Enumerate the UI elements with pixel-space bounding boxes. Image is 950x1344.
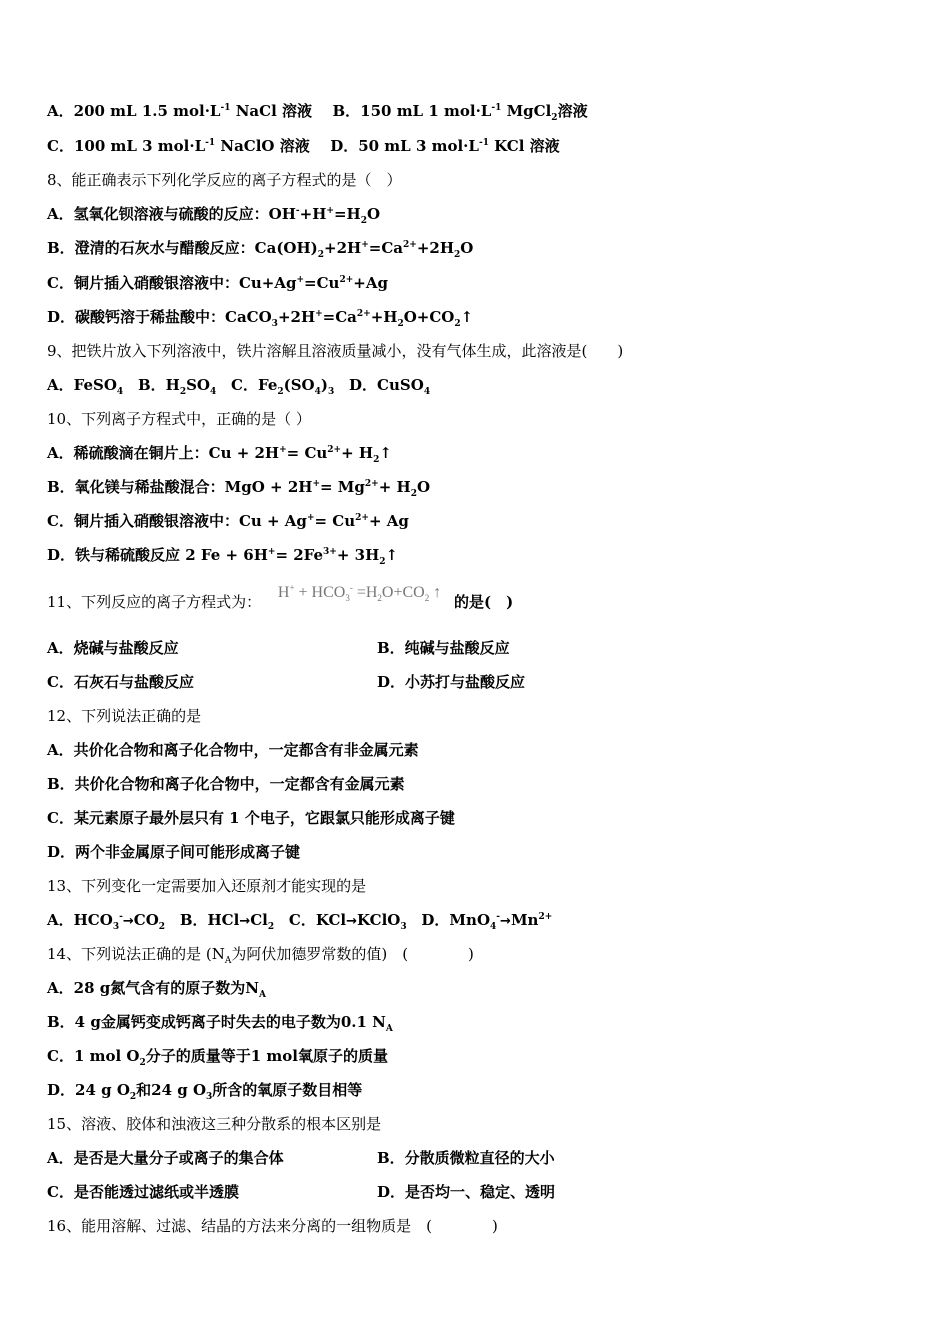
q12-option-c: C．某元素原子最外层只有 1 个电子，它跟氯只能形成离子键 (47, 809, 455, 827)
q13-option-d: D．$MnO_4^-\to Mn^{2+}$ (421, 911, 553, 932)
q13-stem: 13、下列变化一定需要加入还原剂才能实现的是 (47, 877, 367, 895)
q7-option-b: B．150 mL 1 $mol\cdot L^{-1}$ MgCl$_2$溶液 (332, 102, 588, 123)
q11-stem: 11、下列反应的离子方程式为： $H^+ + HCO_3^- =H_2O+CO_2$ ↑ 的是( ) (47, 582, 514, 611)
q13-option-c: C．KCl→KClO$_3$ (288, 911, 407, 932)
q7-option-d: D．50 mL 3 $mol\cdot L^{-1}$ KCl 溶液 (330, 137, 560, 155)
right-arrow-icon: → (346, 914, 358, 929)
q11-equation: $H^+ + HCO_3^- =H_2O+CO_2$ ↑ (277, 582, 442, 604)
q10-stem: 10、下列离子方程式中，正确的是（ ） (47, 410, 311, 428)
q10-option-d: D．铁与稀硫酸反应 2 $Fe + 6H^+= 2Fe^{3+}+$ $3H_2↑$ (47, 546, 399, 567)
q15-stem: 15、溶液、胶体和浊液这三种分散系的根本区别是 (47, 1115, 382, 1133)
q12-option-d: D．两个非金属原子间可能形成离子键 (47, 843, 301, 861)
q10-option-a: A．稀硫酸滴在铜片上：$Cu + 2H^+= Cu^{2+}+$ $H_2↑$ (47, 444, 392, 465)
q12-option-a: A．共价化合物和离子化合物中，一定都含有非金属元素 (47, 741, 419, 759)
q9-option-c: C．$Fe_2(SO_4)_3$ (231, 376, 335, 397)
q11-option-d: D．小苏打与盐酸反应 (377, 673, 526, 691)
q8-option-c: C．铜片插入硝酸银溶液中：$Cu+Ag^+=Cu^{2+}+Ag$ (47, 274, 388, 292)
q9-options (47, 375, 910, 395)
q8-option-d: D．碳酸钙溶于稀盐酸中：$CaCO_3+2H^+=Ca^{2+}+H_2O+CO_2↑$ (47, 308, 474, 329)
q8-option-a: A．氢氧化钡溶液与硫酸的反应：$OH^-+H^+=H_2O$ (47, 205, 381, 226)
q8-stem: 8、能正确表示下列化学反应的离子方程式的是（ ） (47, 171, 402, 189)
q14-stem: 14、下列说法正确的是 ($N_A$为阿伏加德罗常数的值) ( ) (47, 945, 474, 966)
q13-options (47, 910, 910, 932)
q15-option-d: D．是否均一、稳定、透明 (377, 1183, 556, 1201)
q7-option-a: A．200 mL 1.5 $mol\cdot L^{-1}$ NaCl 溶液 (47, 102, 312, 120)
right-arrow-icon: → (239, 914, 251, 929)
right-arrow-icon: → (500, 914, 511, 929)
q9-option-b: B．$H_2SO_4$ (137, 376, 217, 397)
q12-option-b: B．共价化合物和离子化合物中，一定都含有金属元素 (47, 775, 405, 793)
q14-option-c: C．1 mol $O_2$分子的质量等于1 mol氧原子的质量 (47, 1047, 388, 1068)
q11-option-b: B．纯碱与盐酸反应 (377, 639, 510, 657)
q14-option-d: D．24 g $O_2$和24 g $O_3$所含的氧原子数目相等 (47, 1081, 363, 1102)
q13-option-b: B．$HCl\to Cl_2$ (179, 911, 275, 932)
q8-option-b: B．澄清的石灰水与醋酸反应：$Ca(OH)_2+2H^+=Ca^{2+}+2H_2O$ (47, 239, 474, 260)
q15-options-ab (47, 1148, 910, 1168)
q10-option-b: B．氧化镁与稀盐酸混合：MgO + $2H^+= Mg^{2+}+ H_2O$ (47, 478, 431, 499)
q12-stem: 12、下列说法正确的是 (47, 707, 202, 725)
q15-option-b: B．分散质微粒直径的大小 (377, 1149, 555, 1167)
q7-option-c: C．100 mL 3 $mol\cdot L^{-1}$ NaClO 溶液 (47, 137, 310, 155)
q9-option-d: D．CuSO$_4$ (349, 376, 431, 397)
q14-option-b: B．4 g金属钙变成钙离子时失去的电子数为0.1 $N_A$ (47, 1013, 393, 1034)
q10-option-c: C．铜片插入硝酸银溶液中：$Cu + Ag^+= Cu^{2+}+ Ag$ (47, 512, 409, 530)
right-arrow-icon: → (122, 914, 134, 929)
q13-option-a: A．$HCO_3^-\to CO_2$ (47, 911, 166, 932)
q11-options-cd (47, 672, 910, 692)
q7-options-ab (47, 101, 910, 121)
q15-option-a: A．是否是大量分子或离子的集合体 (47, 1149, 284, 1167)
q16-stem: 16、能用溶解、过滤、结晶的方法来分离的一组物质是 ( ) (47, 1217, 498, 1235)
q11-options-ab (47, 638, 910, 658)
q15-options-cd (47, 1182, 910, 1202)
q14-option-a: A．28 g氮气含有的原子数为$N_A$ (47, 979, 266, 1000)
q9-stem: 9、把铁片放入下列溶液中，铁片溶解且溶液质量减小，没有气体生成，此溶液是( ) (47, 342, 624, 360)
q11-option-c: C．石灰石与盐酸反应 (47, 673, 194, 691)
q11-option-a: A．烧碱与盐酸反应 (47, 639, 179, 657)
q7-options-cd (47, 136, 910, 156)
q15-option-c: C．是否能透过滤纸或半透膜 (47, 1183, 239, 1201)
q9-option-a: A．FeSO$_4$ (47, 376, 124, 397)
